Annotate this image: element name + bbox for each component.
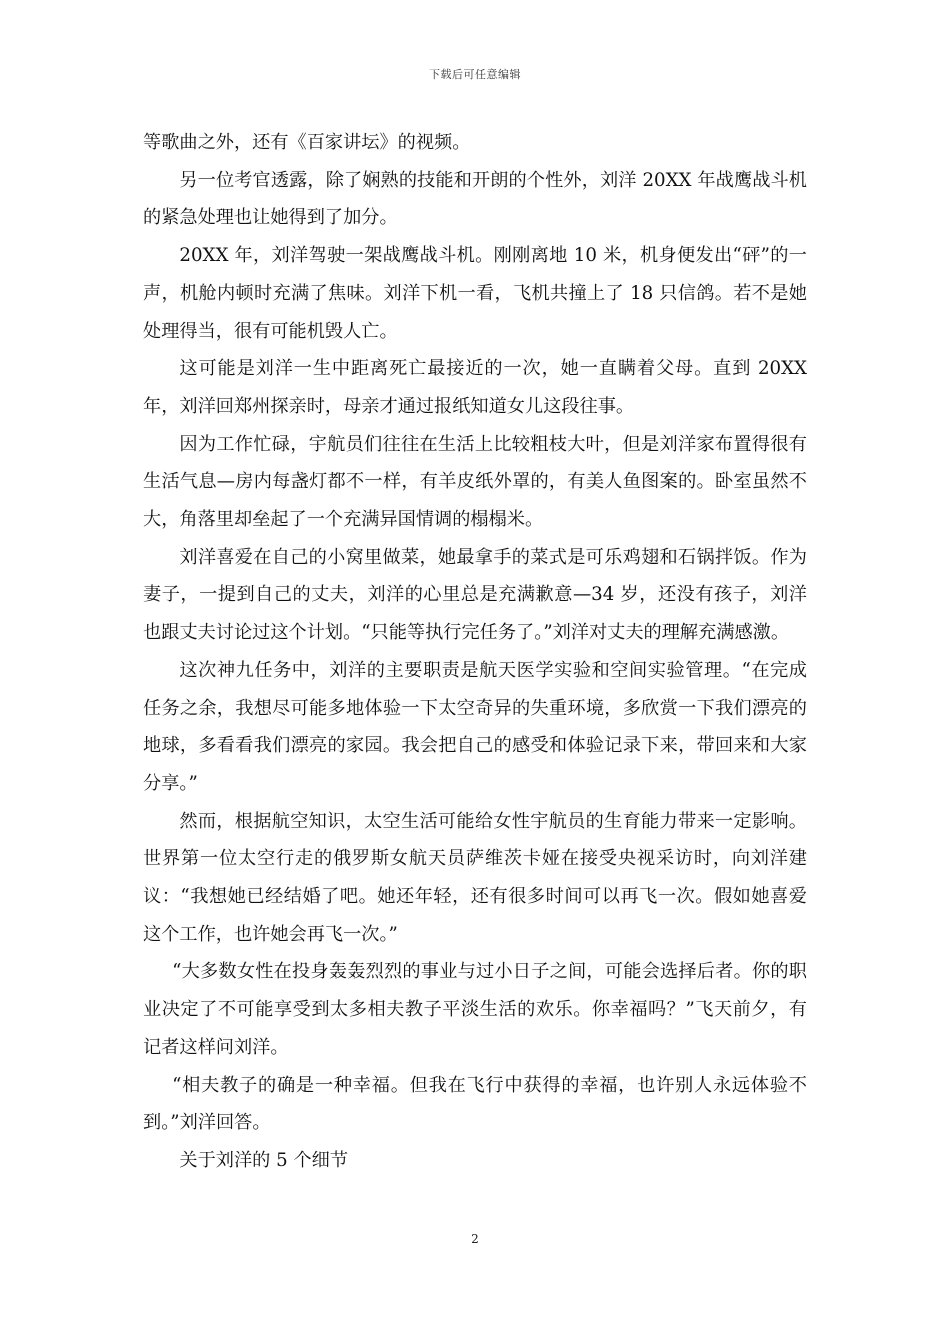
paragraph-10: “相夫教子的确是一种幸福。但我在飞行中获得的幸福，也许别人永远体验不到。”刘洋回答。 [143,1074,807,1134]
paragraph-3: 20XX 年，刘洋驾驶一架战鹰战斗机。刚刚离地 10 米，机身便发出“砰”的一声，机舱内顿时充满了焦味。刘洋下机一看，飞机共撞上了 18 只信鸽。若不是她处理得当，很有可能机毁人亡。 [143,245,807,342]
paragraph-6: 刘洋喜爱在自己的小窝里做菜，她最拿手的菜式是可乐鸡翅和石锅拌饭。作为妻子，一提到自己的丈夫，刘洋的心里总是充满歉意—34 岁，还没有孩子，刘洋也跟丈夫讨论过这个计划。“只能等执行完任务了。”刘洋对丈夫的理解充满感激。 [143,546,807,644]
paragraph-7: 这次神九任务中，刘洋的主要职责是航天医学实验和空间实验管理。“在完成任务之余，我想尽可能多地体验一下太空奇异的失重环境，多欣赏一下我们漂亮的地球，多看看我们漂亮的家园。我会把自己的感受和体验记录下来，带回来和大家分享。” [143,659,807,794]
paragraph-2: 另一位考官透露，除了娴熟的技能和开朗的个性外，刘洋 20XX 年战鹰战斗机的紧急处理也让她得到了加分。 [143,169,807,229]
page-number: 2 [471,1232,479,1246]
page-header: 下载后可任意编辑 [429,68,521,81]
paragraph-5: 因为工作忙碌，宇航员们往往在生活上比较粗枝大叶，但是刘洋家布置得很有生活气息—房内每盏灯都不一样，有羊皮纸外罩的，有美人鱼图案的。卧室虽然不大，角落里却垒起了一个充满异国情调的榻榻米。 [143,433,807,531]
paragraph-9: “大多数女性在投身轰轰烈烈的事业与过小日子之间，可能会选择后者。你的职业决定了不可能享受到太多相夫教子平淡生活的欢乐。你幸福吗？”飞天前夕，有记者这样问刘洋。 [143,961,807,1058]
paragraph-1: 等歌曲之外，还有《百家讲坛》的视频。 [143,132,471,153]
paragraph-8: 然而，根据航空知识，太空生活可能给女性宇航员的生育能力带来一定影响。世界第一位太空行走的俄罗斯女航天员萨维茨卡娅在接受央视采访时，向刘洋建议：“我想她已经结婚了吧。她还年轻，还有很多时间可以再飞一次。假如她喜爱这个工作，也许她会再飞一次。” [143,810,807,945]
paragraph-4: 这可能是刘洋一生中距离死亡最接近的一次，她一直瞒着父母。直到 20XX 年，刘洋回郑州探亲时，母亲才通过报纸知道女儿这段往事。 [143,358,807,417]
document-body [143,124,807,1180]
section-heading: 关于刘洋的 5 个细节 [179,1149,349,1171]
